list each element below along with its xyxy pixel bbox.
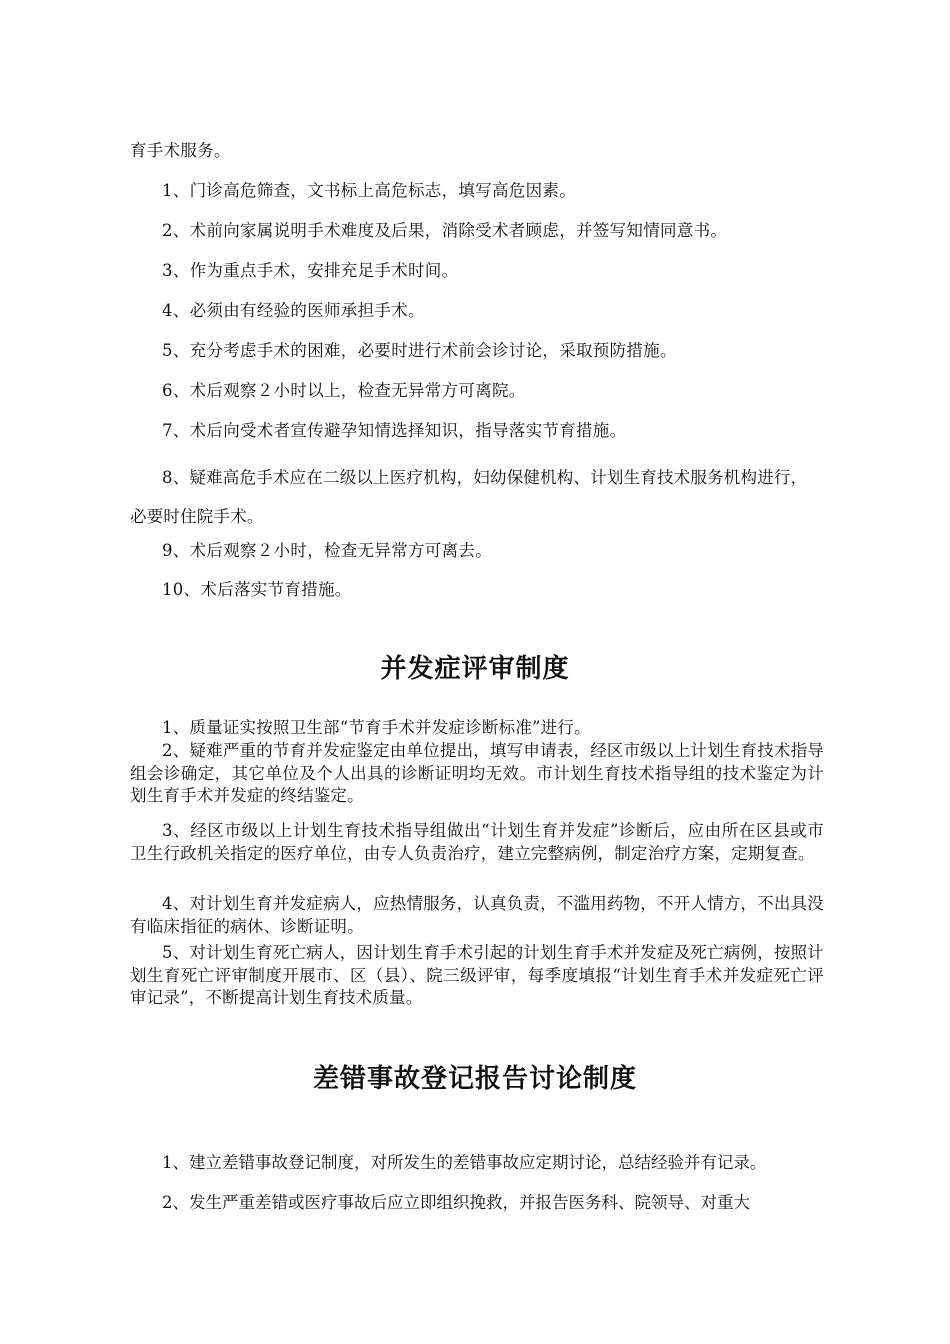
section-title: 差错事故登记报告讨论制度 xyxy=(312,1064,637,1094)
list-item: 9、术后观察２小时，检查无异常方可离去。 xyxy=(162,541,492,560)
list-item: 4、必须由有经验的医师承担手术。 xyxy=(162,301,425,320)
continuation-text: 育手术服务。 xyxy=(130,141,231,160)
list-item: 10、术后落实节育措施。 xyxy=(162,580,352,599)
section-title: 并发症评审制度 xyxy=(380,654,570,684)
list-item: 2、术前向家属说明手术难度及后果，消除受术者顾虑，并签写知情同意书。 xyxy=(162,221,728,240)
list-item: 2、发生严重差错或医疗事故后应立即组织挽救，并报告医务科、院领导、对重大 xyxy=(162,1193,750,1212)
list-item: 4、对计划生育并发症病人，应热情服务，认真负责，不滥用药物，不开人情方，不出具没有临床指征的病休、诊断证明。 xyxy=(130,894,824,936)
list-item: 8、疑难高危手术应在二级以上医疗机构，妇幼保健机构、计划生育技术服务机构进行，必要时住院手术。 xyxy=(130,468,808,526)
list-item: 1、门诊高危筛查，文书标上高危标志，填写高危因素。 xyxy=(162,181,576,200)
list-item: 6、术后观察２小时以上，检查无异常方可离院。 xyxy=(162,381,526,400)
list-item: 2、疑难严重的节育并发症鉴定由单位提出，填写申请表，经区市级以上计划生育技术指导组会诊确定，其它单位及个人出具的诊断证明均无效。市计划生育技术指导组的技术鉴定为计划生育手术并发症的终结鉴定。 xyxy=(130,741,824,806)
list-item: 1、建立差错事故登记制度，对所发生的差错事故应定期讨论，总结经验并有记录。 xyxy=(162,1153,767,1172)
list-item: 3、作为重点手术，安排充足手术时间。 xyxy=(162,261,459,280)
list-item: 5、充分考虑手术的困难，必要时进行术前会诊讨论，采取预防措施。 xyxy=(162,341,677,360)
list-item: 5、对计划生育死亡病人，因计划生育手术引起的计划生育手术并发症及死亡病例，按照计划生育死亡评审制度开展市、区（县）、院三级评审，每季度填报“计划生育手术并发症死亡评审记录”，不断提高计划生育技术质量。 xyxy=(130,943,824,1008)
list-item: 3、经区市级以上计划生育技术指导组做出“计划生育并发症”诊断后，应由所在区县或市卫生行政机关指定的医疗单位，由专人负责治疗，建立完整病例，制定治疗方案，定期复查。 xyxy=(130,821,824,863)
list-item: 7、术后向受术者宣传避孕知情选择知识，指导落实节育措施。 xyxy=(162,421,627,440)
list-item: 1、质量证实按照卫生部“节育手术并发症诊断标准”进行。 xyxy=(162,718,591,737)
